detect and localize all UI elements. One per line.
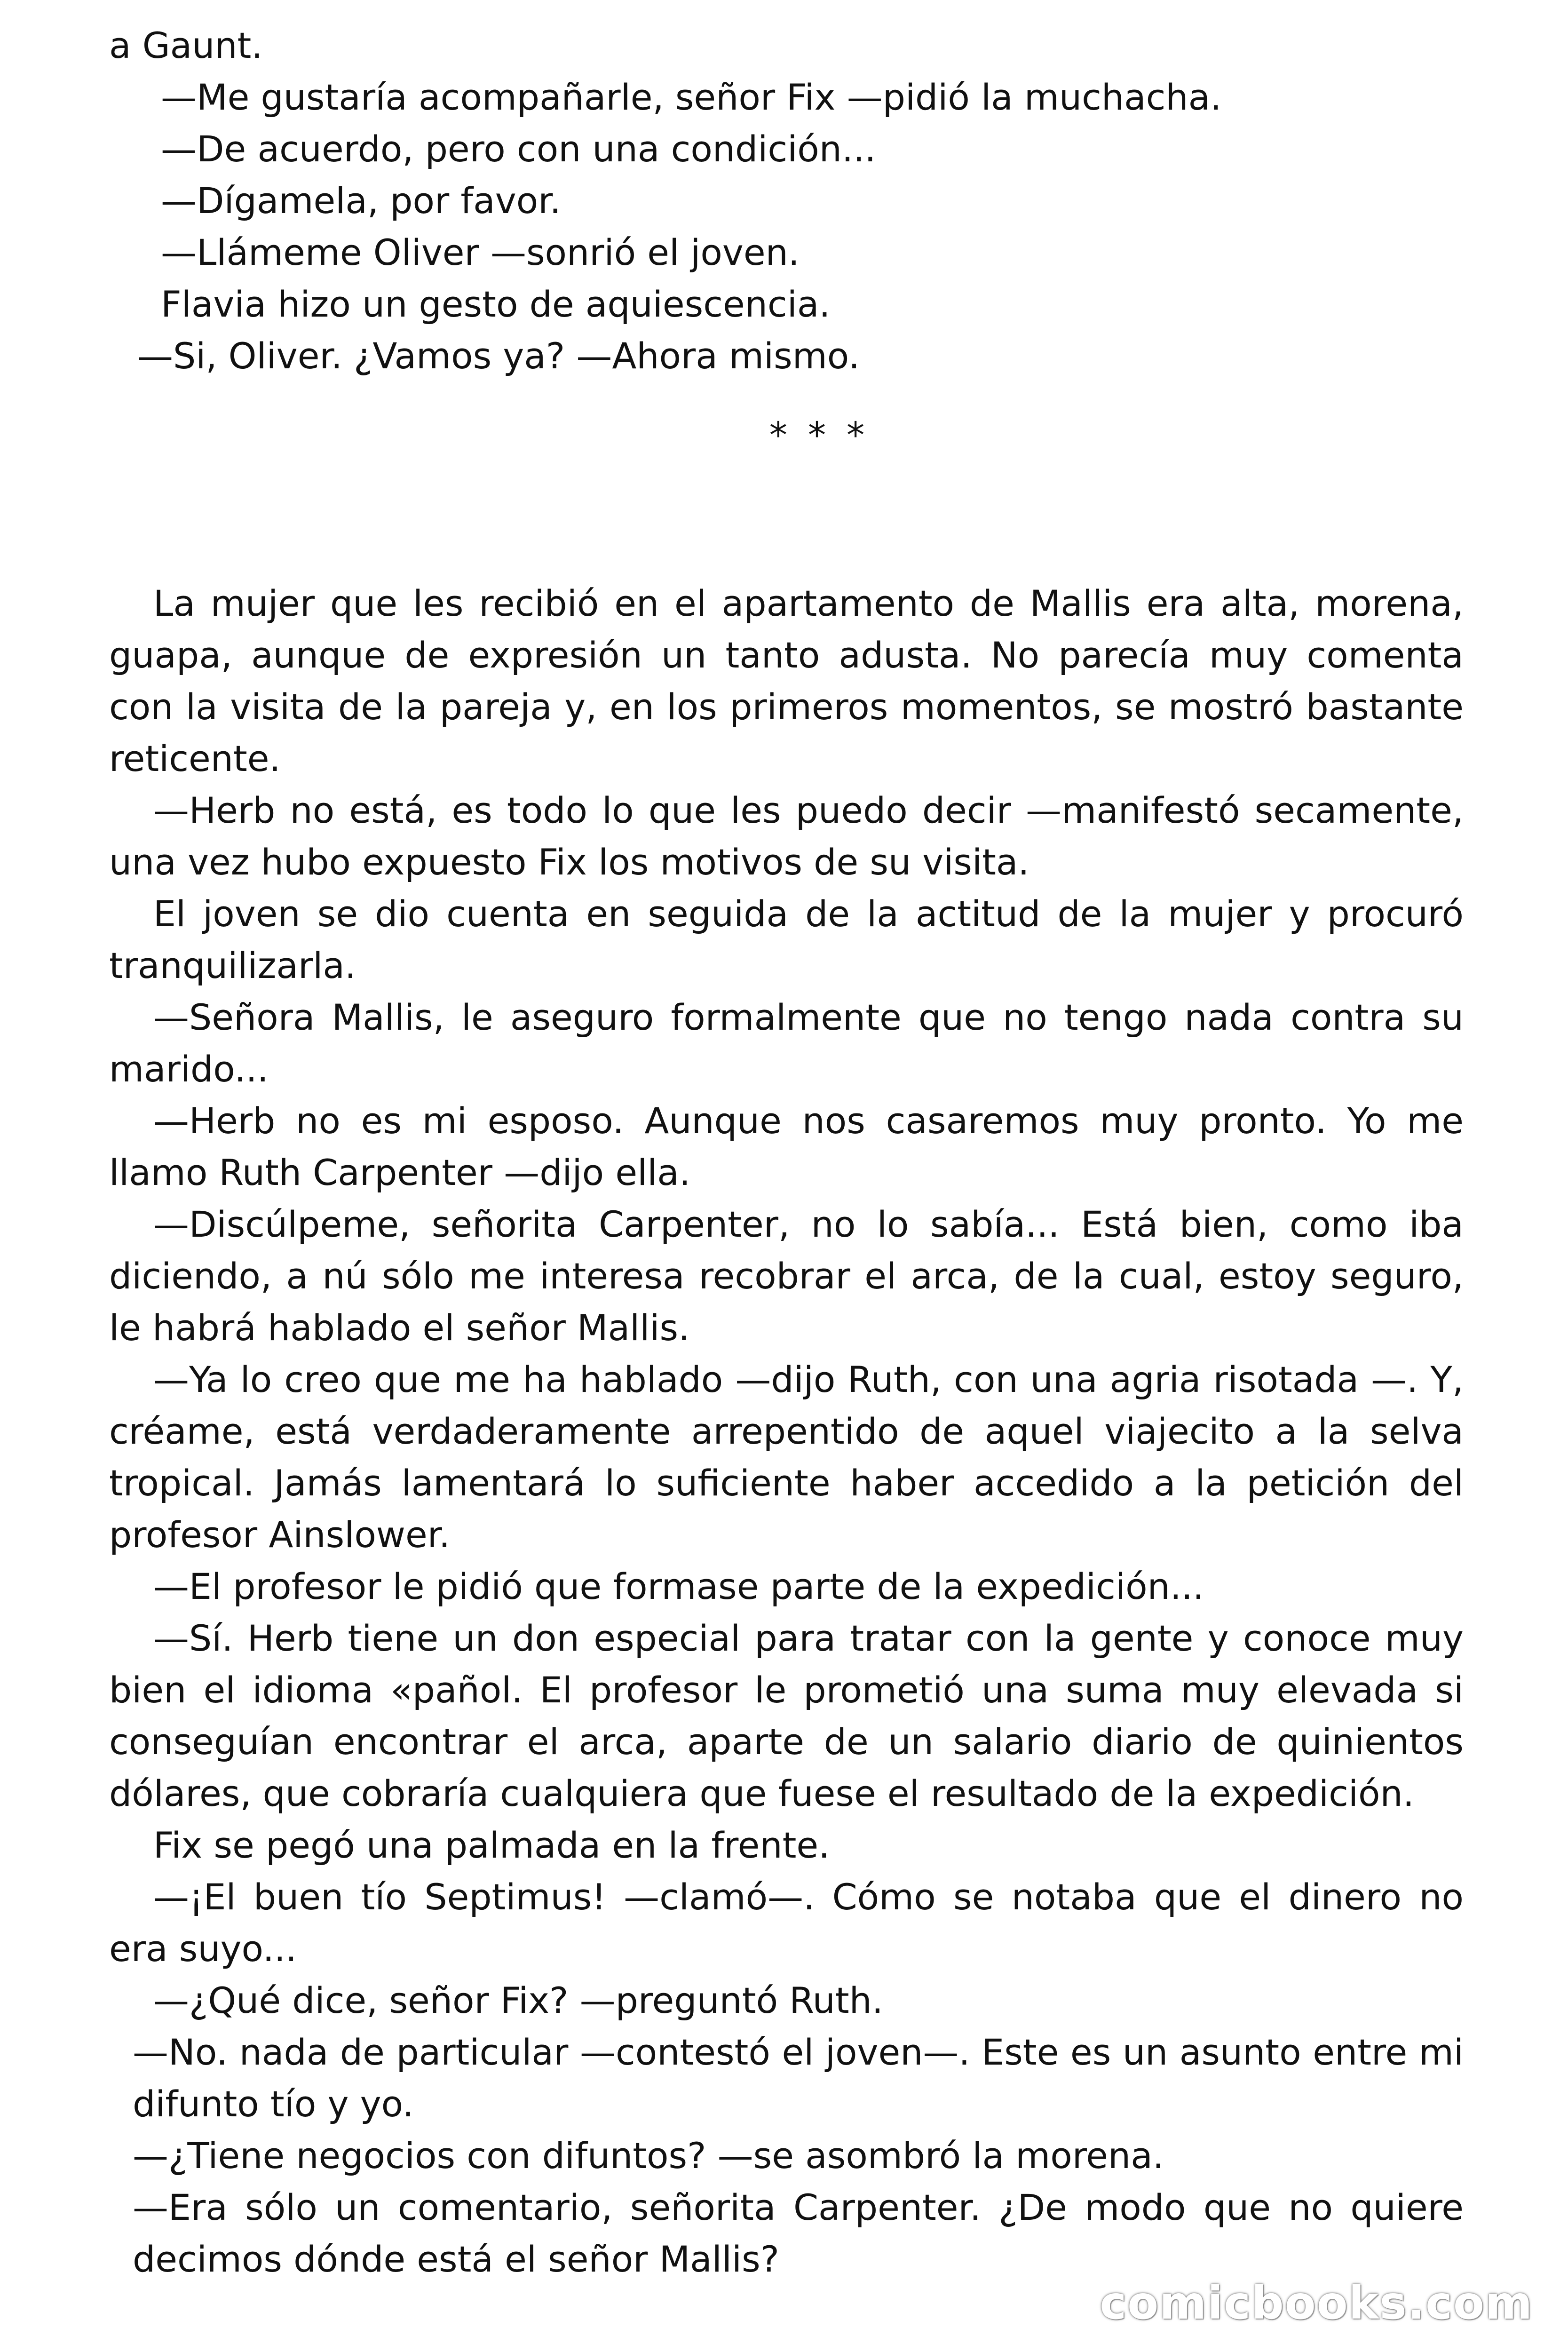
narration-line: Flavia hizo un gesto de aquiescencia. [161, 283, 831, 325]
watermark: comicbooks.com [1100, 2277, 1533, 2329]
section-separator: * * * [769, 414, 870, 456]
paragraph: —¿Qué dice, señor Fix? —preguntó Ruth. [153, 1979, 883, 2021]
paragraph: —Herb no está, es todo lo que les puedo decir —manifestó secamente, una vez hubo expuesto Fix los motivos de su visita. [109, 789, 1464, 883]
paragraph: —Sí. Herb tiene un don especial para tratar con la gente y conoce muy bien el idioma «pañol. El profesor le prometió una suma muy elevada si conseguían encontrar el arca, aparte de un salario diario de quinientos dólares, que cobraría cualquiera que fuese el resultado de la expedición. [109, 1617, 1464, 1814]
paragraph: La mujer que les recibió en el apartamento de Mallis era alta, morena, guapa, aunque de expresión un tanto adusta. No parecía muy comenta con la visita de la pareja y, en los primeros momentos, se mostró bastante reticente. [109, 582, 1464, 779]
paragraph: Fix se pegó una palmada en la frente. [153, 1824, 830, 1866]
paragraph: —Discúlpeme, señorita Carpenter, no lo sabía... Está bien, como iba diciendo, a nú sólo me interesa recobrar el arca, de la cual, estoy seguro, le habrá hablado el señor Mallis. [109, 1203, 1464, 1349]
paragraph: El joven se dio cuenta en seguida de la actitud de la mujer y procuró tranquilizarla. [109, 893, 1464, 986]
page-text [109, 20, 1464, 2285]
paragraph: —¿Tiene negocios con difuntos? —se asombró la morena. [133, 2135, 1164, 2177]
dialogue-line: —Me gustaría acompañarle, señor Fix —pidió la muchacha. [161, 76, 1222, 118]
dialogue-line: —Dígamela, por favor. [161, 180, 561, 222]
line-continuation: a Gaunt. [109, 24, 263, 66]
dialogue-line: —De acuerdo, pero con una condición... [161, 128, 876, 170]
dialogue-line: —Llámeme Oliver —sonrió el joven. [161, 231, 800, 273]
paragraph: —Era sólo un comentario, señorita Carpenter. ¿De modo que no quiere decimos dónde está el señor Mallis? [133, 2186, 1464, 2280]
paragraph: —Señora Mallis, le aseguro formalmente que no tengo nada contra su marido... [109, 996, 1464, 1090]
paragraph: —Herb no es mi esposo. Aunque nos casaremos muy pronto. Yo me llamo Ruth Carpenter —dijo ella. [109, 1100, 1464, 1193]
dialogue-line: —Si, Oliver. ¿Vamos ya? —Ahora mismo. [137, 335, 860, 377]
paragraph: —No. nada de particular —contestó el joven—. Este es un asunto entre mi difunto tío y yo. [133, 2031, 1464, 2125]
paragraph: —Ya lo creo que me ha hablado —dijo Ruth, con una agria risotada —. Y, créame, está verdaderamente arrepentido de aquel viajecito a la selva tropical. Jamás lamentará lo suficiente haber accedido a la petición del profesor Ainslower. [109, 1359, 1464, 1556]
paragraph: —El profesor le pidió que formase parte de la expedición... [153, 1565, 1204, 1607]
paragraph: —¡El buen tío Septimus! —clamó—. Cómo se notaba que el dinero no era suyo... [109, 1876, 1464, 1970]
